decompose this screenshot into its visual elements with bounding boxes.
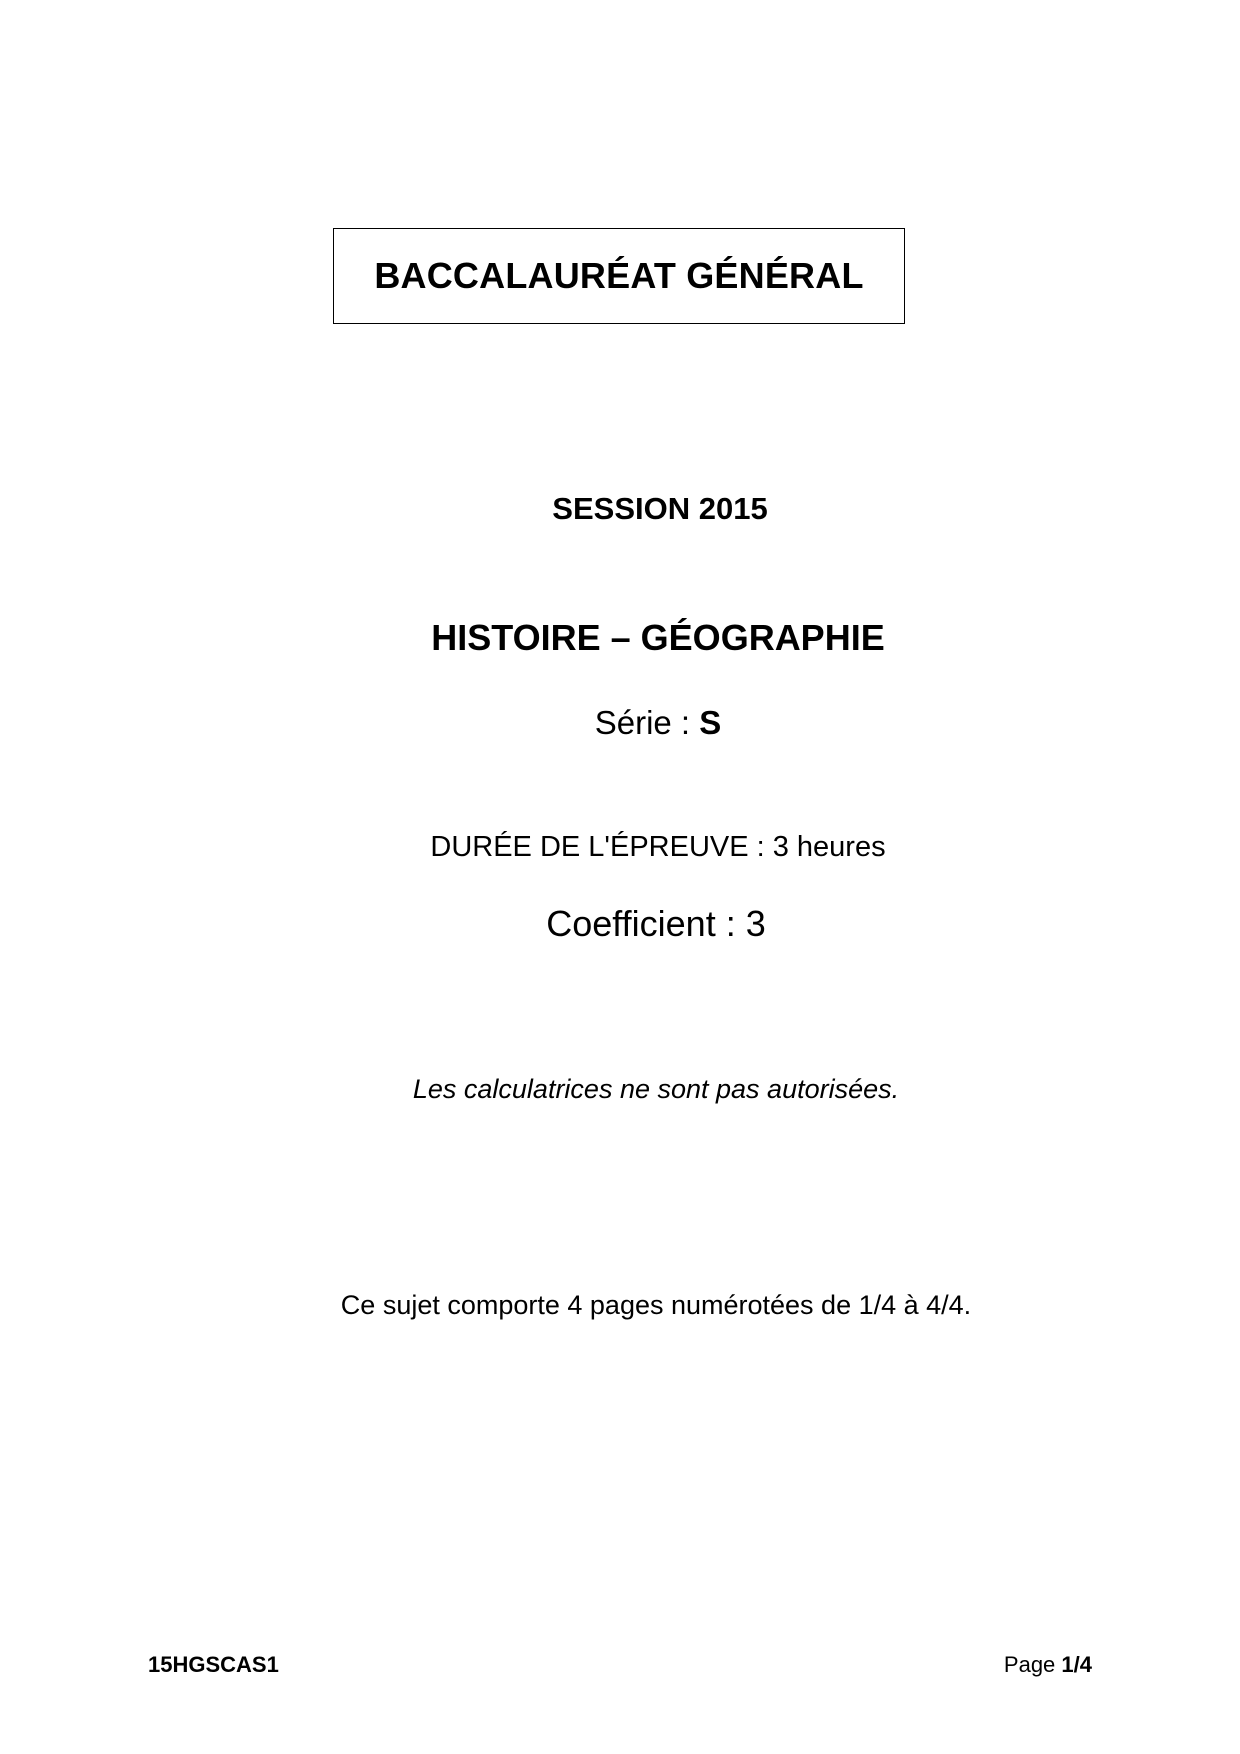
serie-line (38, 704, 1240, 742)
serie-value: S (699, 704, 722, 741)
coefficient-line: Coefficient : 3 (546, 903, 766, 944)
title-box (333, 228, 905, 324)
footer-page (1004, 1652, 1092, 1678)
duration-line: DURÉE DE L'ÉPREUVE : 3 heures (430, 831, 886, 863)
footer-code: 15HGSCAS1 (148, 1652, 279, 1677)
exam-title: BACCALAURÉAT GÉNÉRAL (374, 255, 864, 296)
calculator-notice: Les calculatrices ne sont pas autorisées. (412, 1074, 900, 1104)
footer-page-number: 1/4 (1061, 1652, 1092, 1677)
session-label: SESSION 2015 (552, 491, 768, 526)
serie-label: Série : (594, 704, 700, 741)
footer-page-label: Page (1003, 1652, 1062, 1677)
subject-title: HISTOIRE – GÉOGRAPHIE (431, 617, 885, 658)
pages-notice: Ce sujet comporte 4 pages numérotées de 1/4 à 4/4. (340, 1290, 972, 1320)
